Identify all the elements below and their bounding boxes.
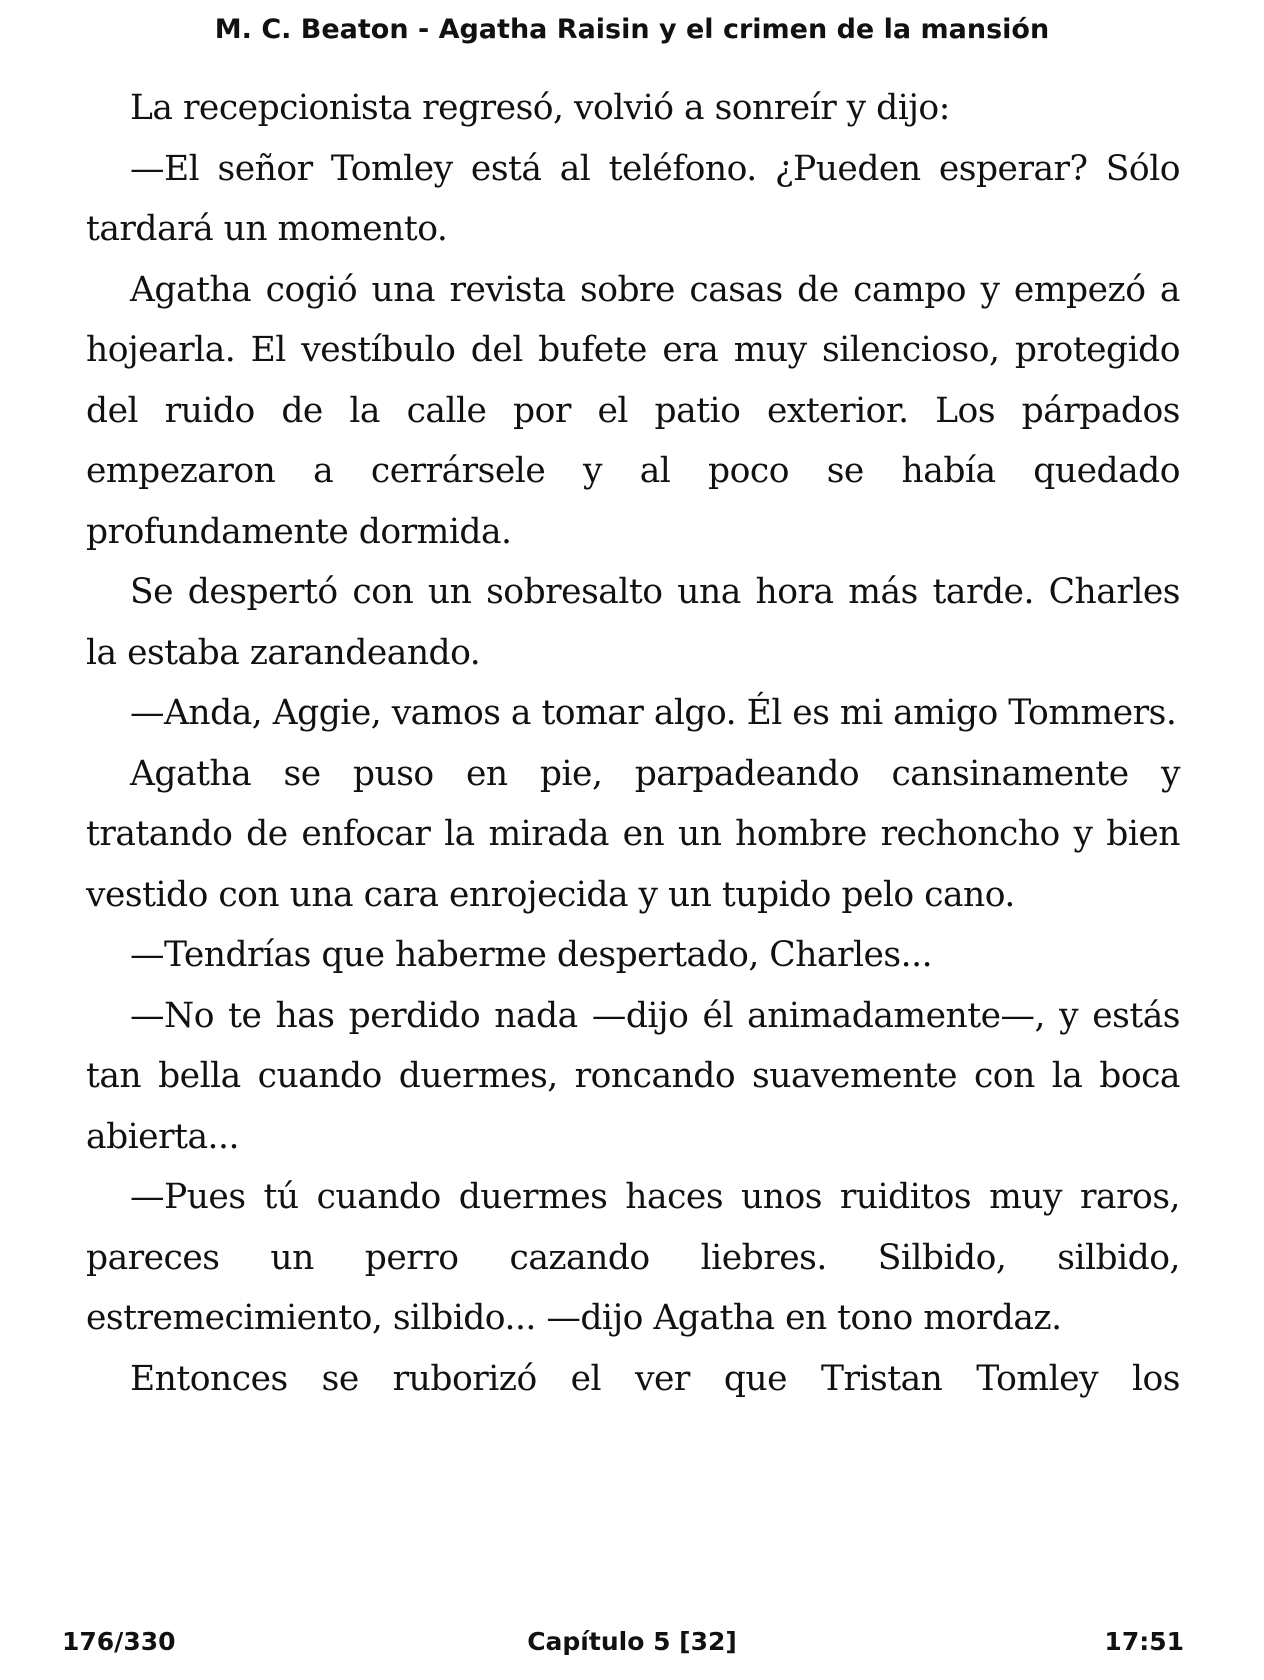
book-text <box>86 78 1180 1409</box>
paragraph: —Pues tú cuando duermes haces unos ruiditos muy raros, pareces un perro cazando liebres. Silbido, silbido, estremecimiento, silbido... —dijo Agatha en tono mordaz. <box>86 1177 1180 1338</box>
paragraph: Entonces se ruborizó el ver que Tristan Tomley los <box>130 1358 1180 1399</box>
paragraph: Se despertó con un sobresalto una hora más tarde. Charles la estaba zarandeando. <box>86 572 1180 673</box>
paragraph: —No te has perdido nada —dijo él animadamente—, y estás tan bella cuando duermes, roncando suavemente con la boca abierta... <box>86 995 1180 1157</box>
paragraph: —Anda, Aggie, vamos a tomar algo. Él es mi amigo Tommers. <box>130 693 1177 733</box>
page-counter: 176/330 <box>62 1627 176 1656</box>
book-header-title: M. C. Beaton - Agatha Raisin y el crimen de la mansión <box>214 14 1050 45</box>
chapter-indicator: Capítulo 5 [32] <box>527 1627 737 1656</box>
paragraph: La recepcionista regresó, volvió a sonreír y dijo: <box>130 88 950 128</box>
paragraph: Agatha se puso en pie, parpadeando cansinamente y tratando de enfocar la mirada en un hombre rechoncho y bien vestido con una cara enrojecida y un tupido pelo cano. <box>86 753 1180 915</box>
paragraph: —Tendrías que haberme despertado, Charles... <box>130 935 933 975</box>
paragraph: —El señor Tomley está al teléfono. ¿Pueden esperar? Sólo tardará un momento. <box>86 148 1180 249</box>
paragraph: Agatha cogió una revista sobre casas de campo y empezó a hojearla. El vestíbulo del bufete era muy silencioso, protegido del ruido de la calle por el patio exterior. Los párpados empezaron a cerrársele y al poco se había quedado profundamente dormida. <box>86 269 1180 552</box>
clock-time: 17:51 <box>1104 1627 1184 1656</box>
status-footer <box>0 1622 1264 1662</box>
